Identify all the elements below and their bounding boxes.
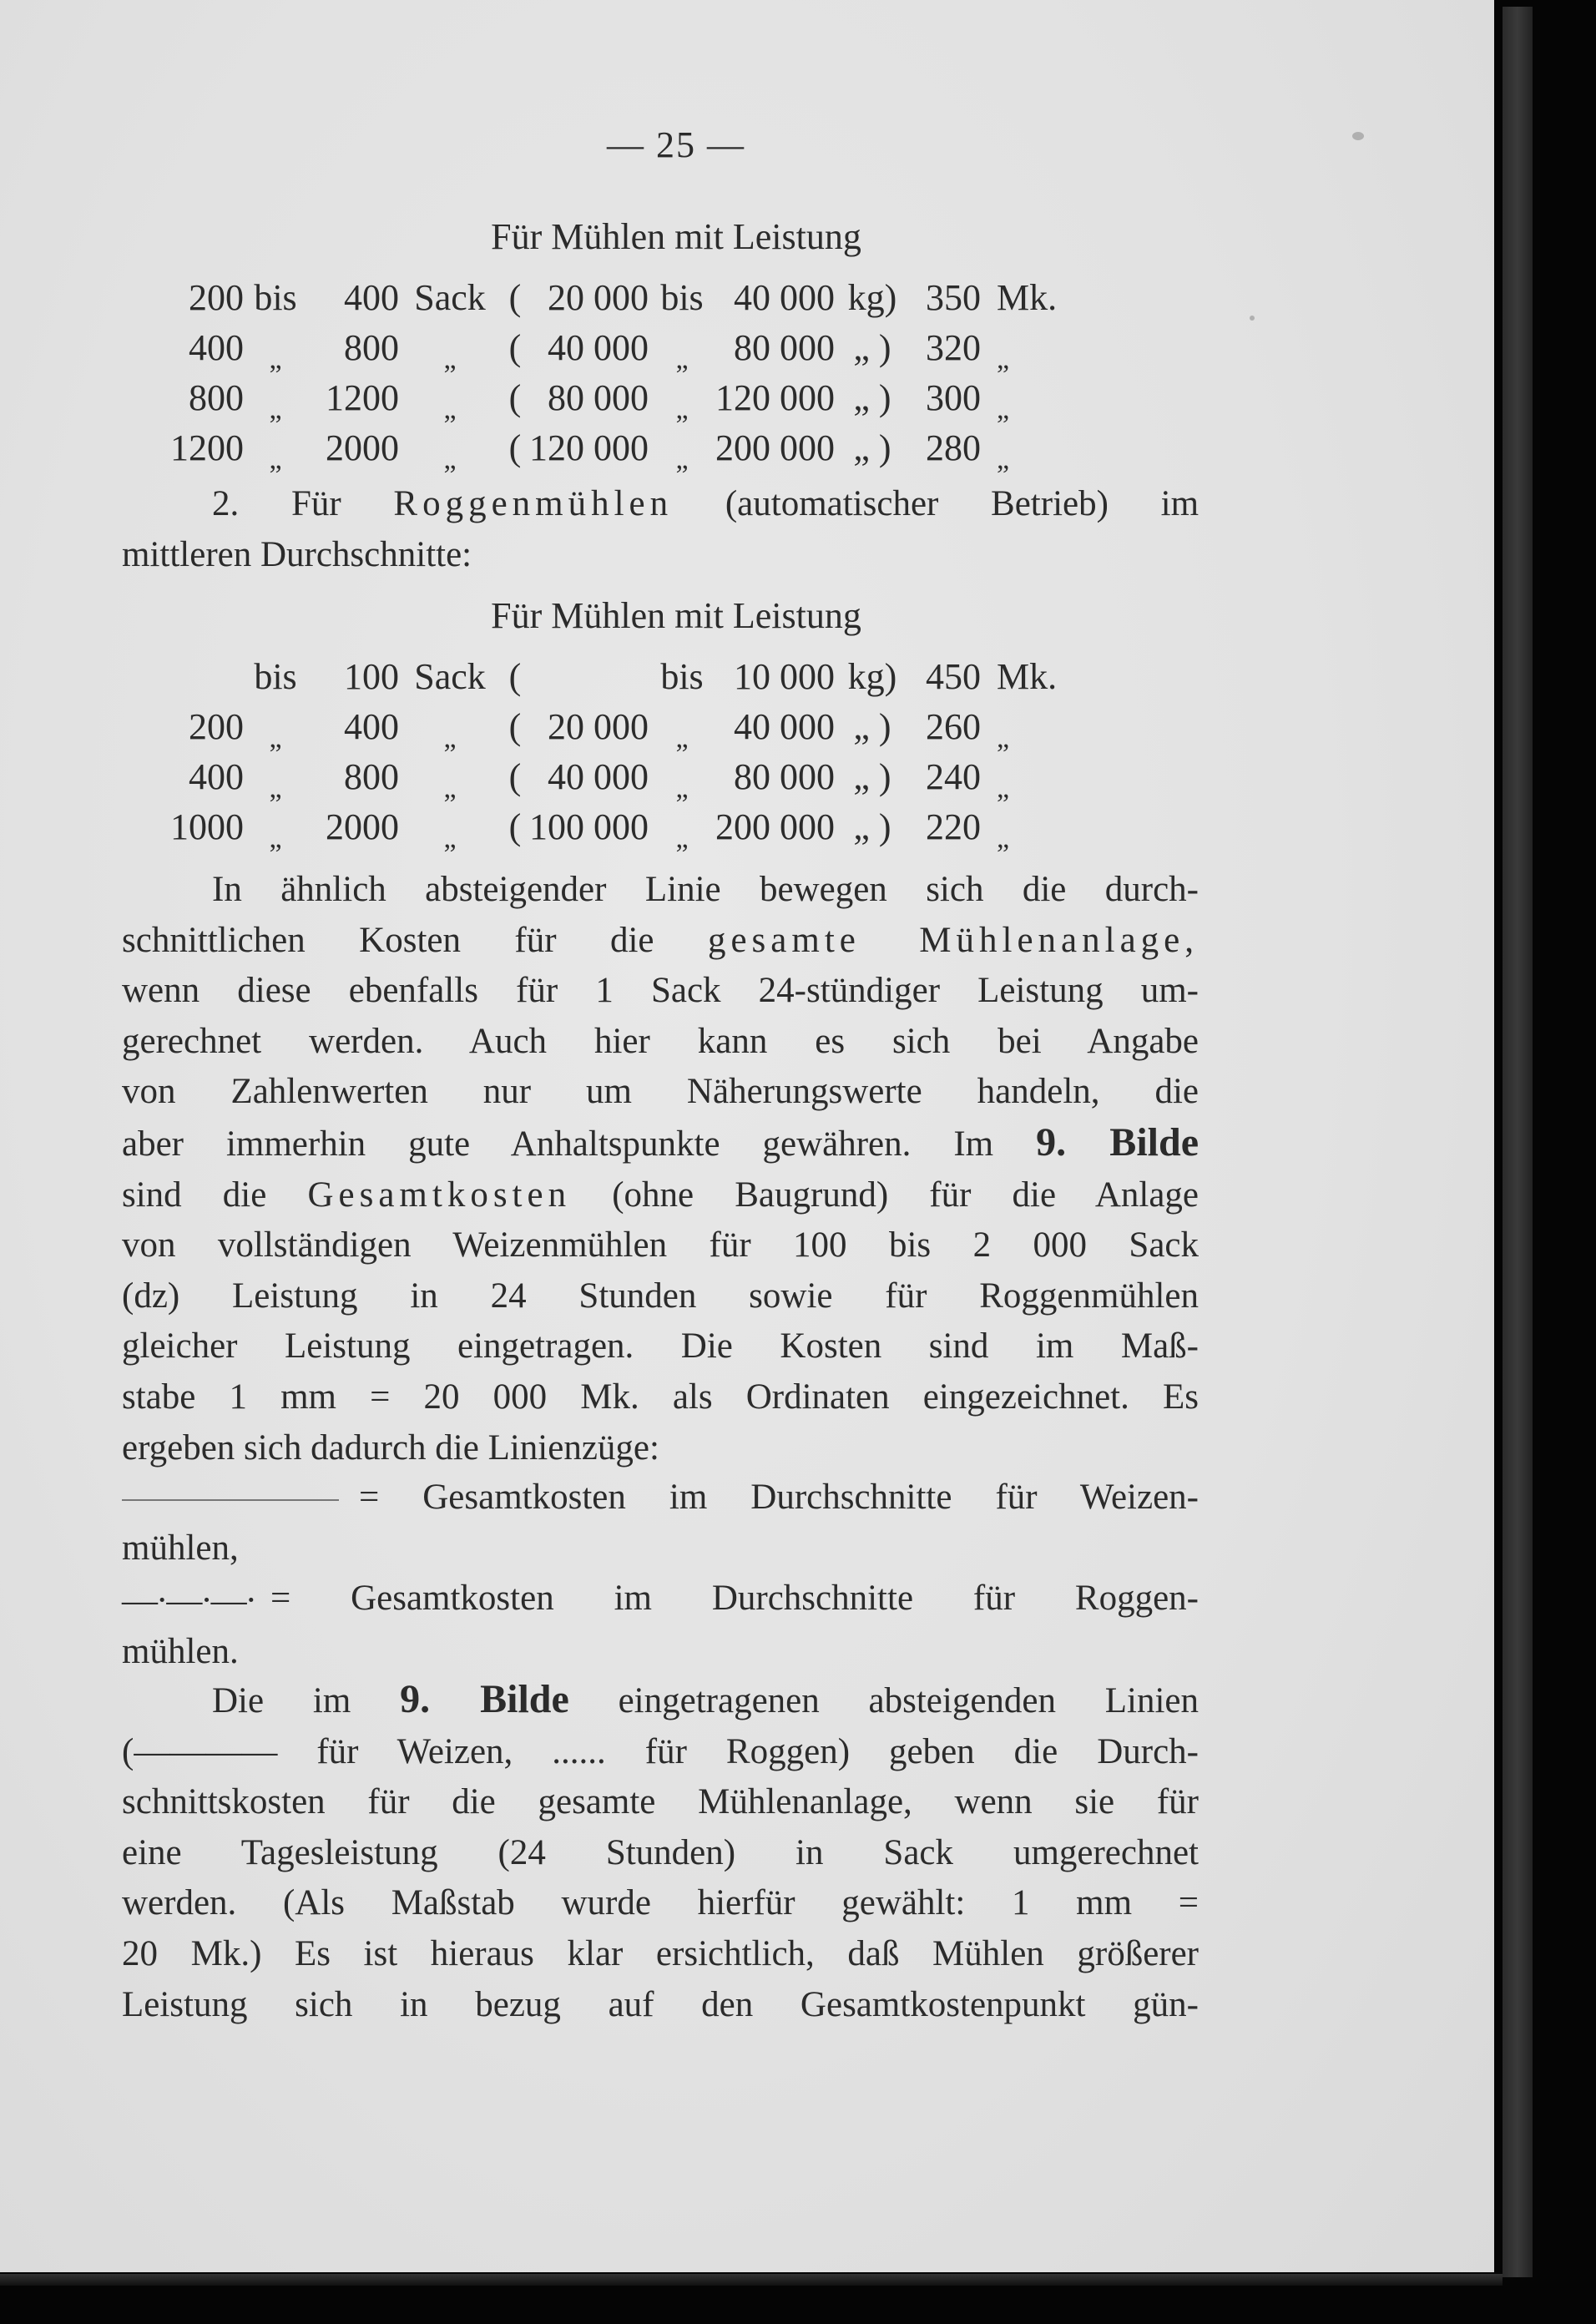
table-row <box>147 751 1072 801</box>
cell-from: 400 <box>189 755 244 797</box>
cell-currency: „ <box>997 393 1010 425</box>
cell-currency: „ <box>997 822 1010 854</box>
cell-paren: ( <box>508 376 522 418</box>
cell-sep: „ <box>675 443 689 475</box>
cell-to: 2000 <box>326 427 399 468</box>
cell-kg-from: 120 000 <box>529 427 649 468</box>
table-row <box>147 322 1072 372</box>
cell-sep: bis <box>254 655 297 697</box>
cell-from <box>147 651 244 701</box>
cell-sep: „ <box>675 772 689 804</box>
cell-paren: ( <box>508 705 522 747</box>
cell-kg-to: 10 000 <box>734 655 835 697</box>
cell-to: 400 <box>344 705 399 747</box>
cell-price: 450 <box>926 655 981 697</box>
cell-price: 300 <box>926 376 981 418</box>
cell-kg-to: 200 000 <box>715 427 835 468</box>
table2-heading: Für Mühlen mit Leistung <box>491 595 861 636</box>
cell-sep: bis <box>660 655 704 697</box>
cell-kg-from <box>529 651 649 701</box>
cell-kg-to: 200 000 <box>715 806 835 847</box>
cell-currency: Mk. <box>997 655 1058 697</box>
table1-wheat-mill-costs <box>147 272 1072 475</box>
legend-weizen: = Gesamtkosten im Durchschnitte für Weizen- <box>122 1473 1199 1523</box>
table-row <box>147 272 1072 322</box>
cell-to: 100 <box>344 655 399 697</box>
cell-from: 200 <box>189 705 244 747</box>
cell-kg-unit: „ ) <box>853 326 891 368</box>
cell-currency: „ <box>997 772 1010 804</box>
cell-currency: „ <box>997 443 1010 475</box>
cell-unit: „ <box>443 393 457 425</box>
paragraph-2: Die im 9. Bilde eingetragenen absteigenden Linien (———— für Weizen, ...... für Roggen) geben die Durch- schnittskosten für die gesamte Mühlenanlage, wenn sie für eine Tagesleistung (24 Stunden) in Sack umgerechnet werden. (Als Maßstab wurde hierfür gewählt: 1 mm = 20 Mk.) Es ist hieraus klar ersichtlich, daß Mühlen größerer Leistung sich in bezug auf den Gesamtkostenpunkt gün- <box>122 1677 1200 2024</box>
cell-sep: „ <box>675 393 689 425</box>
page-number: — 25 — <box>607 124 745 165</box>
table-row <box>147 651 1072 701</box>
table2-rye-mill-costs <box>147 651 1072 854</box>
page-edge-shadow <box>1503 7 1533 2277</box>
cell-sep: „ <box>269 772 282 804</box>
cell-kg-unit: „ ) <box>853 376 891 418</box>
cell-to: 800 <box>344 755 399 797</box>
cell-paren: ( <box>508 427 522 468</box>
cell-kg-unit: „ ) <box>853 806 891 847</box>
cell-sep: „ <box>269 722 282 754</box>
cell-sep: „ <box>675 822 689 854</box>
page-bottom-edge <box>0 2274 1503 2286</box>
cell-paren: ( <box>508 326 522 368</box>
cell-price: 280 <box>926 427 981 468</box>
cell-kg-to: 40 000 <box>734 276 835 318</box>
cell-kg-from: 40 000 <box>548 755 649 797</box>
cell-from: 400 <box>189 326 244 368</box>
table-row <box>147 701 1072 751</box>
cell-currency: „ <box>997 343 1010 375</box>
cell-sep: „ <box>675 722 689 754</box>
paper-speck <box>1352 132 1364 140</box>
cell-unit: Sack <box>414 276 486 318</box>
cell-to: 800 <box>344 326 399 368</box>
cell-paren: ( <box>508 806 522 847</box>
cell-price: 350 <box>926 276 981 318</box>
section-number: 2. <box>212 484 240 523</box>
cell-sep: „ <box>675 343 689 375</box>
cell-kg-to: 120 000 <box>715 376 835 418</box>
table1-heading: Für Mühlen mit Leistung <box>491 216 861 257</box>
figure-reference: 9. Bilde <box>1036 1119 1199 1165</box>
cell-paren: ( <box>508 755 522 797</box>
cell-to: 1200 <box>326 376 399 418</box>
paper-speck <box>1250 316 1255 321</box>
section-2-intro: 2. Für Roggenmühlen (automatischer Betrieb) im mittleren Durchschnitte: <box>122 484 1200 574</box>
cell-kg-from: 80 000 <box>548 376 649 418</box>
cell-currency: Mk. <box>997 276 1058 318</box>
table-row <box>147 422 1072 472</box>
table-row <box>147 372 1072 422</box>
spaced-term: gesamte Mühlenanlage, <box>707 920 1200 960</box>
cell-to: 2000 <box>326 806 399 847</box>
cell-unit: „ <box>443 822 457 854</box>
cell-paren: ( <box>508 655 522 697</box>
cell-sep: bis <box>660 276 704 318</box>
cell-sep: „ <box>269 822 282 854</box>
cell-from: 1200 <box>170 427 244 468</box>
cell-from: 800 <box>189 376 244 418</box>
line-legend: = Gesamtkosten im Durchschnitte für Weizen- mühlen, —·—·—· = Gesamtkosten im Durchschnitte für Roggen- mühlen. <box>122 1473 1199 1677</box>
cell-kg-from: 20 000 <box>548 276 649 318</box>
solid-line-icon <box>122 1499 339 1501</box>
cell-kg-unit: kg) <box>847 655 897 697</box>
paragraph-1: In ähnlich absteigender Linie bewegen sich die durch- schnittlichen Kosten für die gesamte Mühlenanlage, wenn diese ebenfalls für 1 Sack 24-stündiger Leistung um- gerechnet werden. Auch hier kann es sich bei Angabe von Zahlenwerten nur um Näherungswerte handeln, die aber immerhin gute Anhaltspunkte gewähren. Im 9. Bilde sind die Gesamtkosten (ohne Baugrund) für die Anlage von vollständigen Weizenmühlen für 100 bis 2 000 Sack (dz) Leistung in 24 Stunden sowie für Roggenmühlen gleicher Leistung eingetragen. Die Kosten sind im Maß- stabe 1 mm = 20 000 Mk. als Ordinaten eingezeichnet. Es ergeben sich dadurch die Linienzüge: <box>122 870 1200 1468</box>
legend-roggen: —·—·—· = Gesamtkosten im Durchschnitte für Roggen- <box>122 1574 1199 1626</box>
spaced-term: Roggenmühlen <box>393 484 674 523</box>
cell-kg-unit: „ ) <box>853 427 891 468</box>
cell-currency: „ <box>997 722 1010 754</box>
cell-kg-to: 40 000 <box>734 705 835 747</box>
cell-from: 1000 <box>170 806 244 847</box>
cell-kg-unit: kg) <box>847 276 897 318</box>
cell-kg-from: 40 000 <box>548 326 649 368</box>
cell-price: 320 <box>926 326 981 368</box>
cell-price: 260 <box>926 705 981 747</box>
cell-unit: „ <box>443 443 457 475</box>
cell-from: 200 <box>189 276 244 318</box>
cell-unit: „ <box>443 772 457 804</box>
cell-unit: „ <box>443 722 457 754</box>
cell-kg-unit: „ ) <box>853 705 891 747</box>
cell-kg-from: 100 000 <box>529 806 649 847</box>
cell-to: 400 <box>344 276 399 318</box>
cell-price: 240 <box>926 755 981 797</box>
table-row <box>147 801 1072 851</box>
dash-dot-line-icon: —·—·—· <box>122 1581 255 1621</box>
cell-unit: „ <box>443 343 457 375</box>
cell-unit: Sack <box>414 655 486 697</box>
cell-paren: ( <box>508 276 522 318</box>
cell-kg-to: 80 000 <box>734 755 835 797</box>
cell-kg-from: 20 000 <box>548 705 649 747</box>
figure-reference: 9. Bilde <box>400 1677 569 1721</box>
cell-price: 220 <box>926 806 981 847</box>
cell-kg-unit: „ ) <box>853 755 891 797</box>
cell-sep: „ <box>269 393 282 425</box>
cell-sep: bis <box>254 276 297 318</box>
cell-kg-to: 80 000 <box>734 326 835 368</box>
spaced-term: Gesamtkosten <box>307 1175 572 1215</box>
cell-sep: „ <box>269 443 282 475</box>
cell-sep: „ <box>269 343 282 375</box>
